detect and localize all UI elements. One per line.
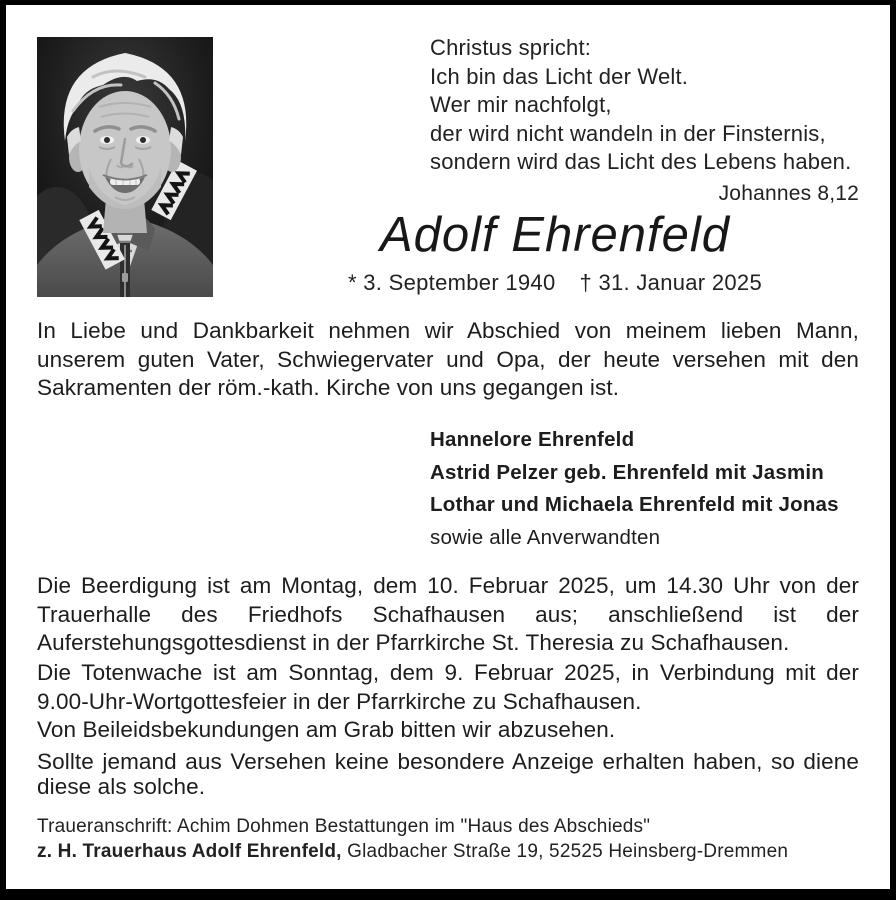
mourners-list: [430, 424, 839, 554]
deceased-name: Adolf Ehrenfeld: [379, 208, 731, 262]
wake-info-paragraph: Die Totenwache ist am Sonntag, dem 9. Februar 2025, in Verbindung mit der 9.00-Uhr-Wortgottesfeier in der Pfarrkirche zu Schafhausen.: [37, 660, 859, 714]
condolences-note: Von Beileidsbekundungen am Grab bitten wir abzusehen.: [37, 717, 616, 742]
funeral-home-address: [37, 814, 788, 864]
deceased-header: [230, 207, 880, 296]
mourners-addendum: sowie alle Anverwandten: [430, 525, 661, 549]
mourner-name: Astrid Pelzer geb. Ehrenfeld mit Jasmin: [430, 460, 824, 484]
quote-line: Christus spricht:: [430, 35, 592, 60]
intro-paragraph: In Liebe und Dankbarkeit nehmen wir Abschied von meinem lieben Mann, unserem guten Vater, Schwiegervater und Opa, der heute versehen mit den Sakramenten der röm.-kath. Kirche von uns gegangen ist.: [37, 318, 859, 400]
mourner-name: Lothar und Michaela Ehrenfeld mit Jonas: [430, 493, 839, 516]
mourner-name: Hannelore Ehrenfeld: [430, 428, 635, 451]
portrait-photo: [37, 37, 213, 297]
quote-line: der wird nicht wandeln in der Finsternis,: [430, 120, 826, 146]
funeral-address-line: Traueranschrift: Achim Dohmen Bestattungen im "Haus des Abschieds": [37, 816, 651, 837]
quote-line: Ich bin das Licht der Welt.: [430, 63, 689, 89]
scripture-quote: [430, 34, 859, 208]
quote-source: Johannes 8,12: [718, 181, 859, 205]
quote-line: Wer mir nachfolgt,: [430, 92, 612, 117]
birth-date: * 3. September 1940: [348, 270, 556, 295]
care-of-name: z. H. Trauerhaus Adolf Ehrenfeld,: [37, 841, 342, 862]
burial-info-paragraph: Die Beerdigung ist am Montag, dem 10. Februar 2025, um 14.30 Uhr von der Trauerhalle des Friedhofs Schafhausen aus; anschließend ist der Auferstehungsgottesdienst in der Pfarrkirche St. Theresia zu Schafhausen.: [37, 573, 859, 655]
quote-line: sondern wird das Licht des Lebens haben.: [430, 149, 852, 174]
care-of-line: [37, 839, 788, 864]
care-of-street: Gladbacher Straße 19, 52525 Heinsberg-Dremmen: [347, 841, 789, 862]
portrait-photo-image: [37, 37, 213, 297]
death-date: † 31. Januar 2025: [579, 270, 762, 295]
notice-disclaimer: Sollte jemand aus Versehen keine besondere Anzeige erhalten haben, so diene diese als solche.: [37, 749, 859, 799]
life-dates: [230, 270, 880, 296]
